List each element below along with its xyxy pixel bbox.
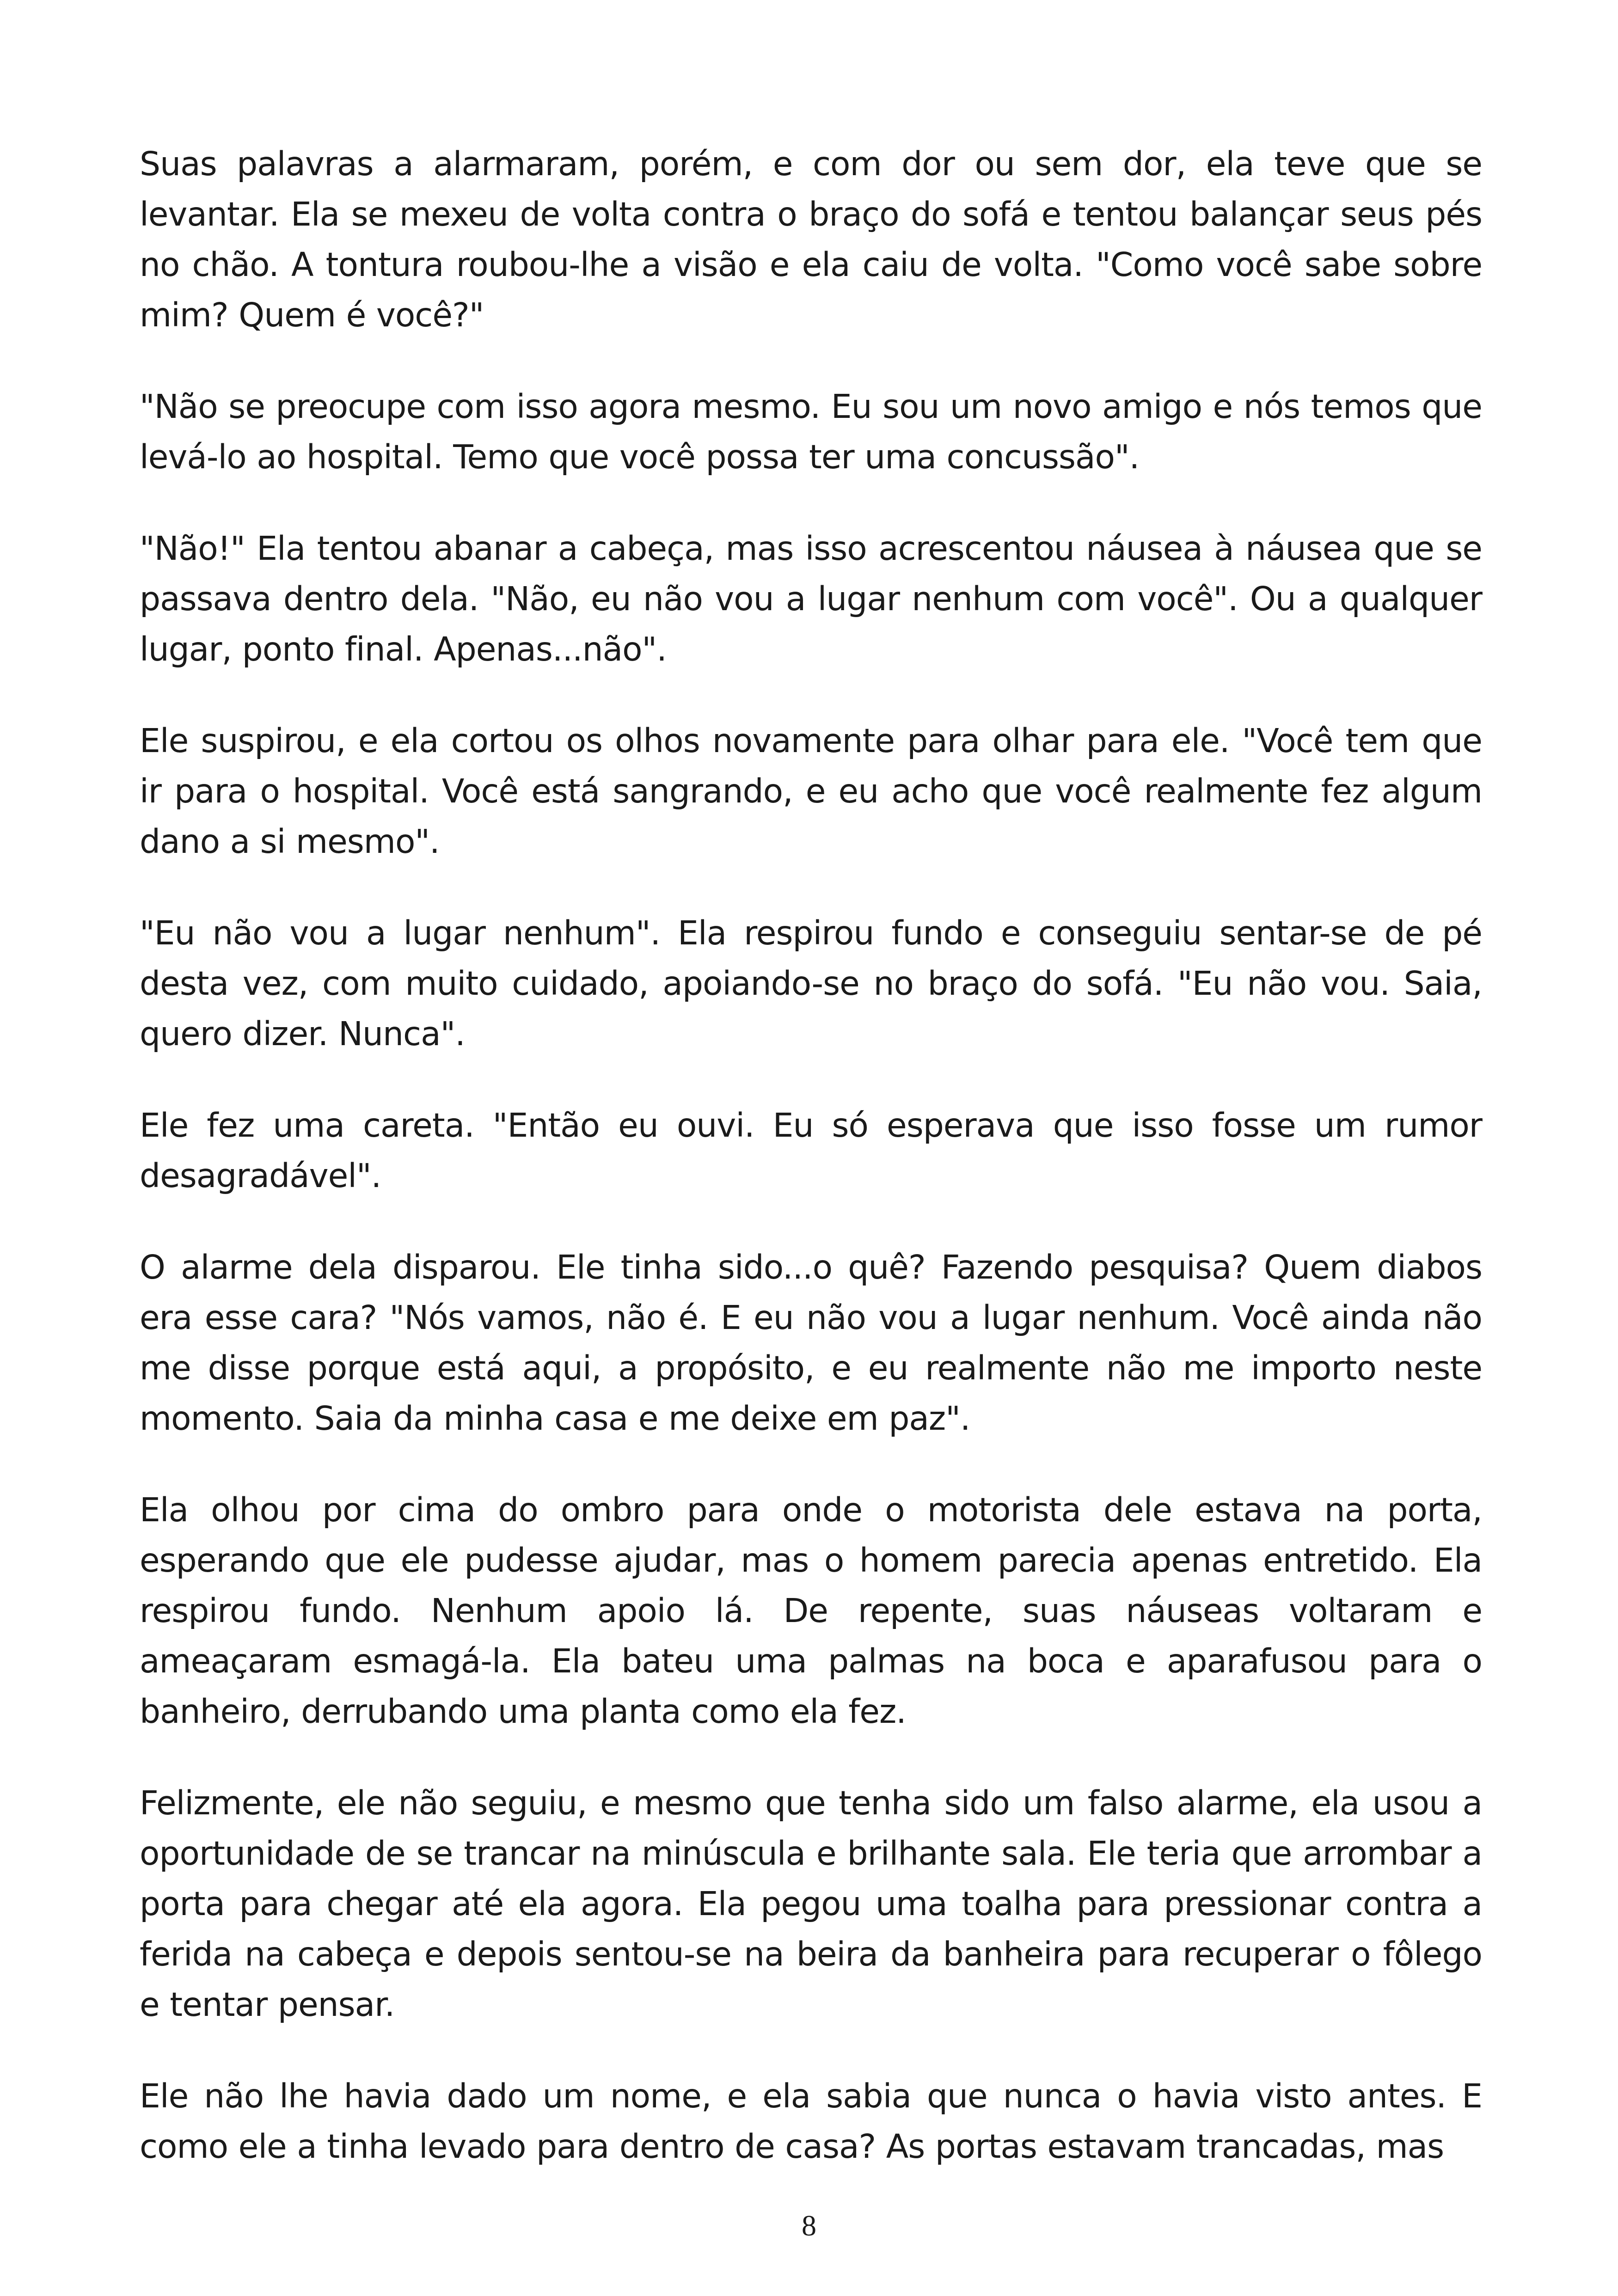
paragraph-4: Ele suspirou, e ela cortou os olhos novamente para olhar para ele. "Você tem que ir para o hospital. Você está sangrando, e eu acho que você realmente fez algum dano a si mesmo".: [140, 722, 1482, 861]
paragraph-6: Ele fez uma careta. "Então eu ouvi. Eu só esperava que isso fosse um rumor desagradável".: [140, 1106, 1482, 1195]
paragraph-9: Felizmente, ele não seguiu, e mesmo que tenha sido um falso alarme, ela usou a oportunidade de se trancar na minúscula e brilhante sala. Ele teria que arrombar a porta para chegar até ela agora. Ela pegou uma toalha para pressionar contra a ferida na cabeça e depois sentou-se na beira da banheira para recuperar o fôlego e tentar pensar.: [140, 1784, 1482, 2024]
paragraph-5: "Eu não vou a lugar nenhum". Ela respirou fundo e conseguiu sentar-se de pé desta vez, com muito cuidado, apoiando-se no braço do sofá. "Eu não vou. Saia, quero dizer. Nunca".: [140, 914, 1482, 1053]
paragraph-10: Ele não lhe havia dado um nome, e ela sabia que nunca o havia visto antes. E como ele a tinha levado para dentro de casa? As portas estavam trancadas, mas: [140, 2077, 1482, 2166]
body-text: [140, 139, 1482, 2213]
paragraph-3: "Não!" Ela tentou abanar a cabeça, mas isso acrescentou náusea à náusea que se passava dentro dela. "Não, eu não vou a lugar nenhum com você". Ou a qualquer lugar, ponto final. Apenas...não".: [140, 529, 1482, 668]
paragraph-7: O alarme dela disparou. Ele tinha sido...o quê? Fazendo pesquisa? Quem diabos era esse cara? "Nós vamos, não é. E eu não vou a lugar nenhum. Você ainda não me disse porque está aqui, a propósito, e eu realmente não me importo neste momento. Saia da minha casa e me deixe em paz".: [140, 1248, 1482, 1438]
paragraph-2: "Não se preocupe com isso agora mesmo. Eu sou um novo amigo e nós temos que levá-lo ao hospital. Temo que você possa ter uma concussão".: [140, 387, 1482, 476]
paragraph-8: Ela olhou por cima do ombro para onde o motorista dele estava na porta, esperando que ele pudesse ajudar, mas o homem parecia apenas entretido. Ela respirou fundo. Nenhum apoio lá. De repente, suas náuseas voltaram e ameaçaram esmagá-la. Ela bateu uma palmas na boca e aparafusou para o banheiro, derrubando uma planta como ela fez.: [140, 1491, 1482, 1731]
page-number: 8: [802, 2209, 816, 2242]
paragraph-1: Suas palavras a alarmaram, porém, e com dor ou sem dor, ela teve que se levantar. Ela se mexeu de volta contra o braço do sofá e tentou balançar seus pés no chão. A tontura roubou-lhe a visão e ela caiu de volta. "Como você sabe sobre mim? Quem é você?": [140, 145, 1482, 334]
